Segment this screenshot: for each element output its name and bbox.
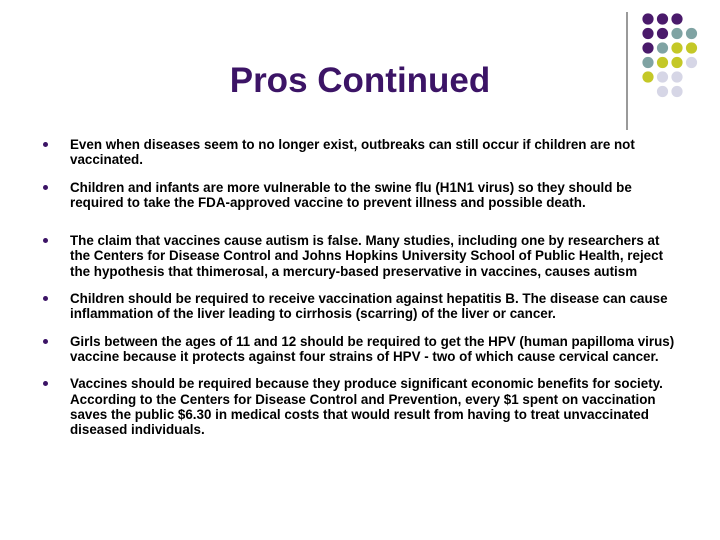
decorative-dot-purple	[657, 13, 668, 24]
bullet-text: Vaccines should be required because they produce significant economic benefits for society. According to the Centers for Disease Control and Prevention, every $1 spent on vaccination saves the public $6.30 in medical costs that would result from having to treat unvaccinated diseased individuals.	[70, 376, 663, 438]
bullet-item	[43, 137, 683, 168]
bullet-item	[43, 291, 683, 322]
decorative-dot-lime	[657, 57, 668, 68]
bullet-list	[43, 137, 683, 437]
bullet-item	[43, 334, 683, 365]
vertical-divider	[626, 12, 628, 130]
decorative-dot-purple	[671, 13, 682, 24]
bullet-marker-icon	[43, 238, 48, 243]
decorative-dot-lavender	[657, 86, 668, 97]
bullet-text: Even when diseases seem to no longer exist, outbreaks can still occur if children are not vaccinated.	[70, 137, 635, 168]
decorative-dot-purple	[642, 42, 653, 53]
decorative-dot-lavender	[671, 86, 682, 97]
decorative-dot-lavender	[657, 71, 668, 82]
decorative-dot-teal	[671, 28, 682, 39]
bullet-item	[43, 233, 683, 279]
bullet-item	[43, 180, 683, 211]
slide-title: Pros Continued	[229, 61, 491, 100]
decorative-dot-purple	[642, 28, 653, 39]
decorative-dot-purple	[657, 28, 668, 39]
decorative-dot-lime	[686, 42, 697, 53]
bullet-item	[43, 376, 683, 437]
bullet-marker-icon	[43, 339, 48, 344]
decorative-dot-teal	[686, 28, 697, 39]
decorative-dot-purple	[642, 13, 653, 24]
decorative-dot-lavender	[671, 71, 682, 82]
bullet-text: Children should be required to receive vaccination against hepatitis B. The disease can cause inflammation of the liver leading to cirrhosis (scarring) of the liver or cancer.	[70, 291, 668, 322]
decorative-dot-lime	[642, 71, 653, 82]
bullet-marker-icon	[43, 142, 48, 147]
decorative-dot-lavender	[686, 57, 697, 68]
bullet-text: Girls between the ages of 11 and 12 should be required to get the HPV (human papilloma virus) vaccine because it protects against four strains of HPV - two of which cause cervical cancer.	[70, 333, 675, 364]
decorative-dot-teal	[642, 57, 653, 68]
bullet-marker-icon	[43, 381, 48, 386]
bullet-marker-icon	[43, 296, 48, 301]
bullet-text: Children and infants are more vulnerable to the swine flu (H1N1 virus) so they should be required to take the FDA-approved vaccine to prevent illness and possible death.	[70, 179, 632, 210]
decorative-dot-teal	[657, 42, 668, 53]
bullet-marker-icon	[43, 185, 48, 190]
decorative-dot-lime	[671, 57, 682, 68]
bullet-text: The claim that vaccines cause autism is false. Many studies, including one by researchers at the Centers for Disease Control and Johns Hopkins University School of Public Health, reject the hypothesis that thimerosal, a mercury-based preservative in vaccines, causes autism	[70, 233, 664, 279]
decorative-dot-lime	[671, 42, 682, 53]
